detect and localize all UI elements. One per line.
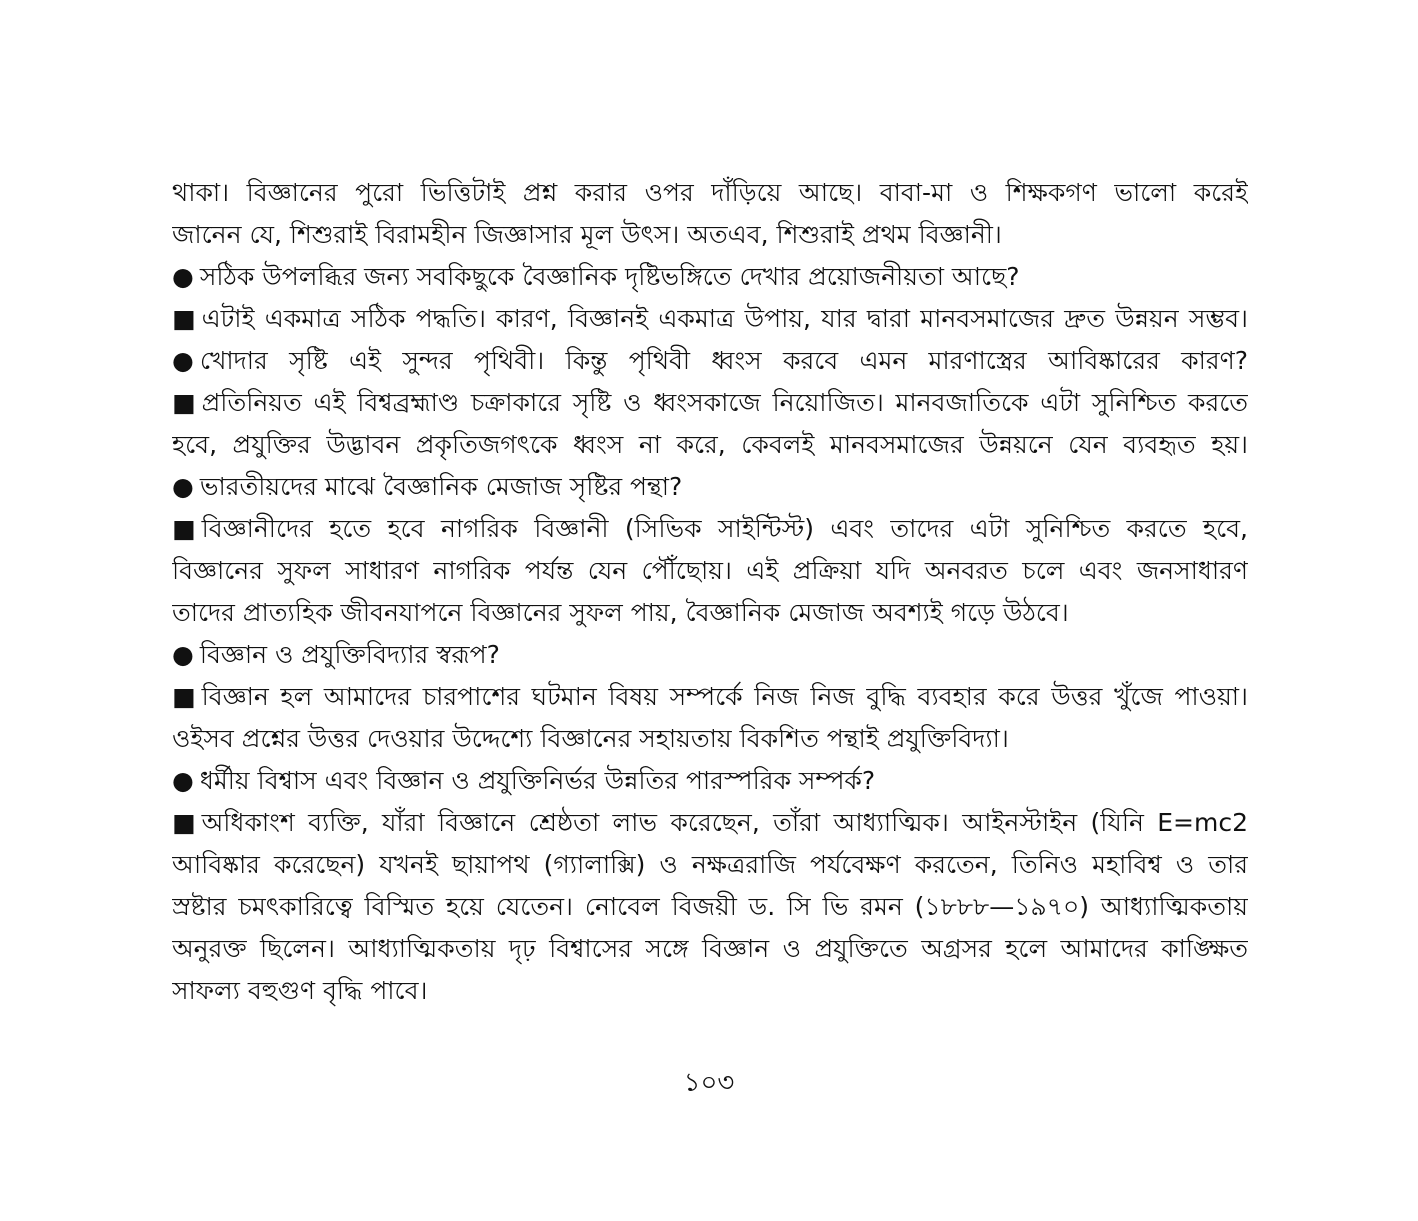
line-text: জানেন যে, শিশুরাই বিরামহীন জিজ্ঞাসার মূল উৎস। অতএব, শিশুরাই প্রথম বিজ্ঞানী। xyxy=(172,220,1002,249)
text-line xyxy=(172,718,1248,760)
question-text: বিজ্ঞান ও প্রযুক্তিবিদ্যার স্বরূপ? xyxy=(199,640,500,669)
question-line xyxy=(172,256,1248,298)
text-line xyxy=(172,214,1248,256)
answer-text: বিজ্ঞানীদের হতে হবে নাগরিক বিজ্ঞানী (সিভিক সাইন্টিস্ট) এবং তাদের এটা সুনিশ্চিত করতে হবে, xyxy=(201,514,1248,543)
question-text: ভারতীয়দের মাঝে বৈজ্ঞানিক মেজাজ সৃষ্টির পন্থা? xyxy=(199,472,683,501)
bullet-square-icon: ■ xyxy=(172,304,196,333)
line-text: অনুরক্ত ছিলেন। আধ্যাত্মিকতায় দৃঢ় বিশ্বাসের সঙ্গে বিজ্ঞান ও প্রযুক্তিতে অগ্রসর হলে আমাদের কাঙ্ক্ষিত xyxy=(172,934,1248,963)
answer-text: প্রতিনিয়ত এই বিশ্বব্রহ্মাণ্ড চক্রাকারে সৃষ্টি ও ধ্বংসকাজে নিয়োজিত। মানবজাতিকে এটা সুনিশ্চিত করতে xyxy=(201,388,1248,417)
document-body xyxy=(172,172,1248,1012)
text-line xyxy=(172,970,1248,1012)
bullet-square-icon: ■ xyxy=(172,388,196,417)
line-text: স্রষ্টার চমৎকারিত্বে বিস্মিত হয়ে যেতেন। নোবেল বিজয়ী ড. সি ভি রমন (১৮৮৮—১৯৭০) আধ্যাত্মিকতায় xyxy=(172,892,1248,921)
answer-line xyxy=(172,298,1248,340)
bullet-square-icon: ■ xyxy=(172,682,196,711)
line-text: আবিষ্কার করেছেন) যখনই ছায়াপথ (গ্যালাক্সি) ও নক্ষত্ররাজি পর্যবেক্ষণ করতেন, তিনিও মহাবিশ্ব ও তার xyxy=(172,850,1248,879)
question-line xyxy=(172,466,1248,508)
question-text: ধর্মীয় বিশ্বাস এবং বিজ্ঞান ও প্রযুক্তিনির্ভর উন্নতির পারস্পরিক সম্পর্ক? xyxy=(199,766,876,795)
text-line xyxy=(172,844,1248,886)
answer-text: বিজ্ঞান হল আমাদের চারপাশের ঘটমান বিষয় সম্পর্কে নিজ নিজ বুদ্ধি ব্যবহার করে উত্তর খুঁজে পাওয়া। xyxy=(201,682,1248,711)
question-text: খোদার সৃষ্টি এই সুন্দর পৃথিবী। কিন্তু পৃথিবী ধ্বংস করবে এমন মারণাস্ত্রের আবিষ্কারের কারণ? xyxy=(199,346,1248,375)
answer-line xyxy=(172,676,1248,718)
text-line xyxy=(172,550,1248,592)
bullet-circle-icon: ● xyxy=(172,262,194,291)
bullet-circle-icon: ● xyxy=(172,346,194,375)
question-line xyxy=(172,634,1248,676)
line-text: থাকা। বিজ্ঞানের পুরো ভিত্তিটাই প্রশ্ন করার ওপর দাঁড়িয়ে আছে। বাবা-মা ও শিক্ষকগণ ভালো করেই xyxy=(172,178,1248,207)
answer-text: অধিকাংশ ব্যক্তি, যাঁরা বিজ্ঞানে শ্রেষ্ঠতা লাভ করেছেন, তাঁরা আধ্যাত্মিক। আইনস্টাইন (যিনি E=mc2 xyxy=(201,808,1248,837)
line-text: ওইসব প্রশ্নের উত্তর দেওয়ার উদ্দেশ্যে বিজ্ঞানের সহায়তায় বিকশিত পন্থাই প্রযুক্তিবিদ্যা। xyxy=(172,724,1009,753)
answer-line xyxy=(172,802,1248,844)
text-line xyxy=(172,424,1248,466)
line-text: সাফল্য বহুগুণ বৃদ্ধি পাবে। xyxy=(172,976,428,1005)
answer-line xyxy=(172,508,1248,550)
bullet-square-icon: ■ xyxy=(172,514,196,543)
bullet-circle-icon: ● xyxy=(172,640,194,669)
question-text: সঠিক উপলব্ধির জন্য সবকিছুকে বৈজ্ঞানিক দৃষ্টিভঙ্গিতে দেখার প্রয়োজনীয়তা আছে? xyxy=(199,262,1020,291)
line-text: হবে, প্রযুক্তির উদ্ভাবন প্রকৃতিজগৎকে ধ্বংস না করে, কেবলই মানবসমাজের উন্নয়নে যেন ব্যবহৃত হয়। xyxy=(172,430,1248,459)
text-line xyxy=(172,172,1248,214)
text-line xyxy=(172,886,1248,928)
line-text: তাদের প্রাত্যহিক জীবনযাপনে বিজ্ঞানের সুফল পায়, বৈজ্ঞানিক মেজাজ অবশ্যই গড়ে উঠবে। xyxy=(172,598,1069,627)
question-line xyxy=(172,340,1248,382)
text-line xyxy=(172,592,1248,634)
bullet-circle-icon: ● xyxy=(172,766,194,795)
bullet-square-icon: ■ xyxy=(172,808,196,837)
answer-line xyxy=(172,382,1248,424)
line-text: বিজ্ঞানের সুফল সাধারণ নাগরিক পর্যন্ত যেন পৌঁছোয়। এই প্রক্রিয়া যদি অনবরত চলে এবং জনসাধারণ xyxy=(172,556,1248,585)
question-line xyxy=(172,760,1248,802)
page-number: ১০৩ xyxy=(683,1068,735,1098)
text-line xyxy=(172,928,1248,970)
answer-text: এটাই একমাত্র সঠিক পদ্ধতি। কারণ, বিজ্ঞানই একমাত্র উপায়, যার দ্বারা মানবসমাজের দ্রুত উন্নয়ন সম্ভব। xyxy=(201,304,1248,333)
bullet-circle-icon: ● xyxy=(172,472,194,501)
